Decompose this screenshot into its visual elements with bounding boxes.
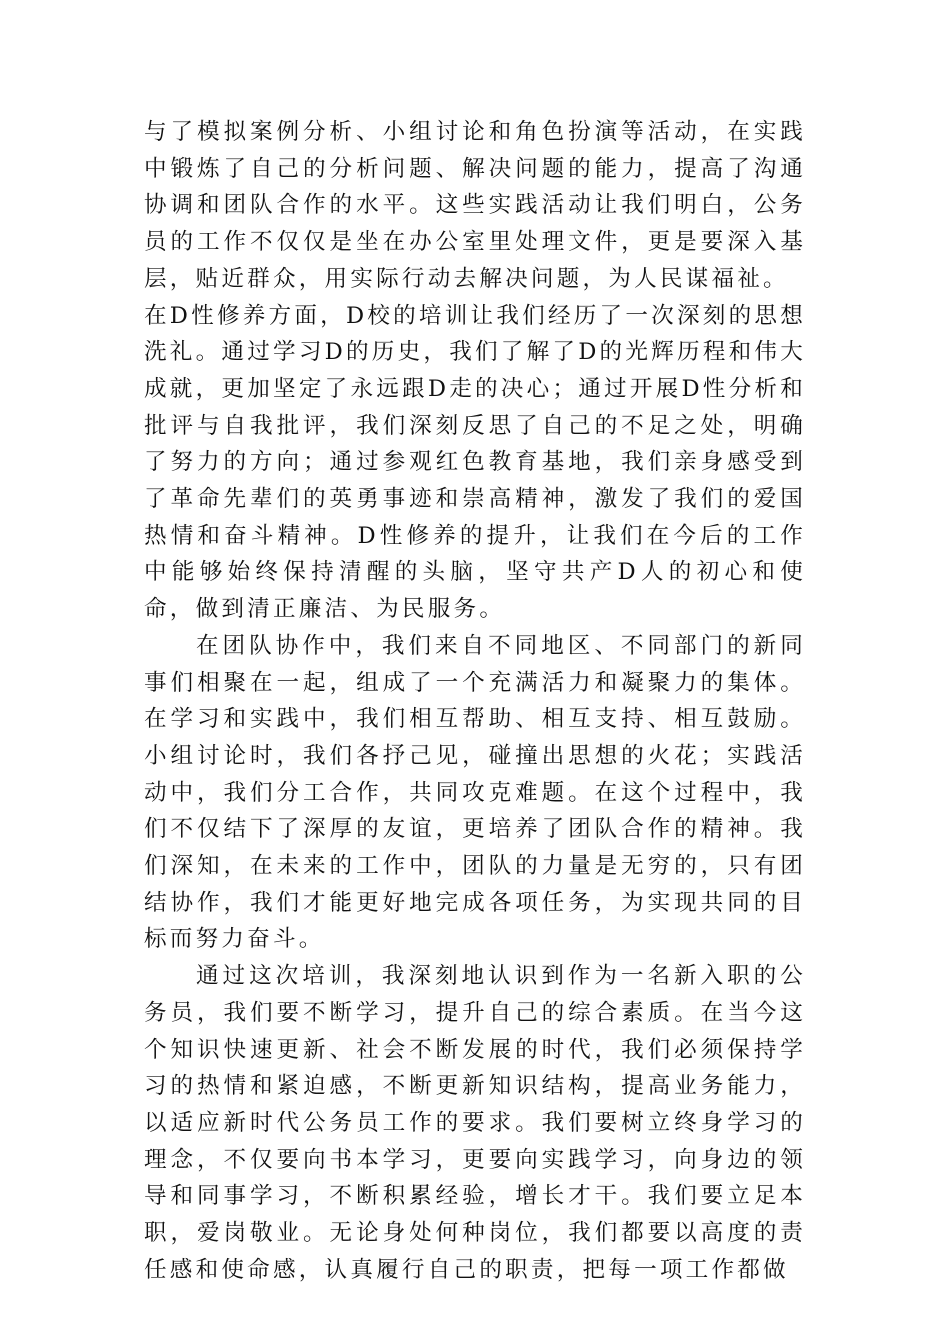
paragraph-1: 与了模拟案例分析、小组讨论和角色扮演等活动，在实践中锻炼了自己的分析问题、解决问题的能力，提高了沟通协调和团队合作的水平。这些实践活动让我们明白，公务员的工作不仅仅是坐在办公室里处理文件，更是要深入基层，贴近群众，用实际行动去解决问题，为人民谋福祉。: [144, 119, 806, 292]
document-body: [144, 114, 806, 1289]
paragraph-2: 在D性修养方面，D校的培训让我们经历了一次深刻的思想洗礼。通过学习D的历史，我们了解了D的光辉历程和伟大成就，更加坚定了永远跟D走的决心；通过开展D性分析和批评与自我批评，我们深刻反思了自己的不足之处，明确了努力的方向；通过参观红色教育基地，我们亲身感受到了革命先辈们的英勇事迹和崇高精神，激发了我们的爱国热情和奋斗精神。D性修养的提升，让我们在今后的工作中能够始终保持清醒的头脑，坚守共产D人的初心和使命，做到清正廉洁、为民服务。: [144, 302, 806, 623]
paragraph-3: 在团队协作中，我们来自不同地区、不同部门的新同事们相聚在一起，组成了一个充满活力和凝聚力的集体。在学习和实践中，我们相互帮助、相互支持、相互鼓励。小组讨论时，我们各抒己见，碰撞出思想的火花；实践活动中，我们分工合作，共同攻克难题。在这个过程中，我们不仅结下了深厚的友谊，更培养了团队合作的精神。我们深知，在未来的工作中，团队的力量是无穷的，只有团结协作，我们才能更好地完成各项任务，为实现共同的目标而努力奋斗。: [144, 632, 806, 953]
paragraph-4: 通过这次培训，我深刻地认识到作为一名新入职的公务员，我们要不断学习，提升自己的综合素质。在当今这个知识快速更新、社会不断发展的时代，我们必须保持学习的热情和紧迫感，不断更新知识结构，提高业务能力，以适应新时代公务员工作的要求。我们要树立终身学习的理念，不仅要向书本学习，更要向实践学习，向身边的领导和同事学习，不断积累经验，增长才干。我们要立足本职，爱岗敬业。无论身处何种岗位，我们都要以高度的责任感和使命感，认真履行自己的职责，把每一项工作都做: [144, 963, 806, 1283]
